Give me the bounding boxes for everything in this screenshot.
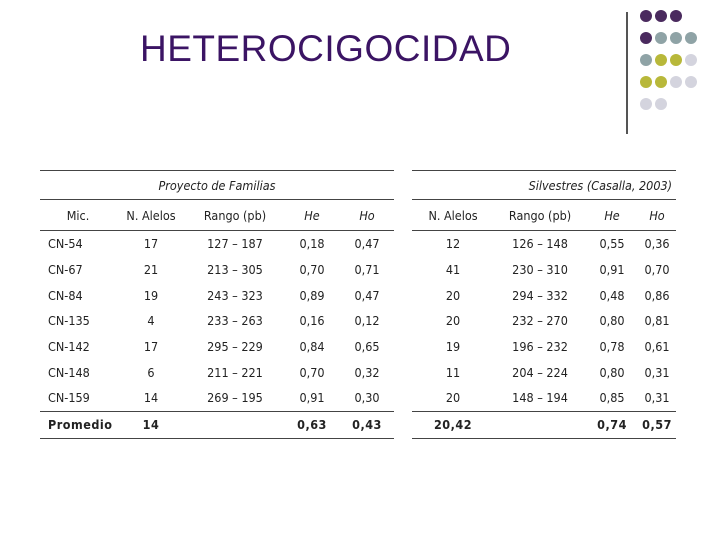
group-label-wild: Silvestres (Casalla, 2003)	[412, 171, 676, 200]
decorative-dot	[640, 98, 652, 110]
cell-range-right: 232 – 270	[512, 313, 568, 329]
average-alleles-left: 14	[116, 411, 186, 438]
cell-he-right: 0,80	[599, 313, 625, 329]
cell-range-left: 243 – 323	[207, 287, 263, 303]
table-row	[40, 231, 676, 257]
average-he-left: 0,63	[284, 411, 340, 438]
cell-range-right: 196 – 232	[512, 339, 568, 355]
cell-range-right: 294 – 332	[512, 287, 568, 303]
average-alleles-right: 20,42	[412, 411, 494, 438]
cell-range-right: 148 – 194	[512, 390, 568, 406]
cell-ho-left: 0,47	[354, 236, 380, 252]
cell-range-left: 127 – 187	[207, 236, 263, 252]
cell-range-right: 230 – 310	[512, 262, 568, 278]
cell-ho-right: 0,86	[644, 287, 670, 303]
table-row	[40, 308, 676, 334]
decorative-dot	[670, 32, 682, 44]
header-alleles-left: N. Alelos	[116, 200, 186, 231]
cell-he-left: 0,70	[299, 364, 325, 380]
table-row	[40, 257, 676, 283]
header-alleles-right: N. Alelos	[412, 200, 494, 231]
cell-ho-left: 0,71	[354, 262, 380, 278]
cell-range-left: 295 – 229	[207, 339, 263, 355]
cell-ho-right: 0,61	[644, 339, 670, 355]
cell-alleles-right: 20	[445, 313, 461, 329]
decorative-dot	[685, 54, 697, 66]
table-row	[40, 359, 676, 385]
cell-he-right: 0,78	[599, 339, 625, 355]
header-range-right: Rango (pb)	[494, 200, 586, 231]
cell-range-left: 211 – 221	[207, 364, 263, 380]
decorative-dot	[655, 10, 667, 22]
decorative-dot	[670, 10, 682, 22]
decorative-dot	[640, 10, 652, 22]
cell-ho-right: 0,31	[644, 390, 670, 406]
slide-title: HETEROCIGOCIDAD	[140, 28, 512, 69]
cell-alleles-left: 21	[143, 262, 159, 278]
cell-ho-left: 0,12	[354, 313, 380, 329]
average-range-left	[186, 411, 284, 438]
cell-alleles-right: 20	[445, 390, 461, 406]
average-ho-left: 0,43	[340, 411, 394, 438]
average-label: Promedio	[40, 411, 116, 438]
cell-he-left: 0,91	[299, 390, 325, 406]
decorative-dot	[670, 54, 682, 66]
cell-range-right: 204 – 224	[512, 364, 568, 380]
cell-he-right: 0,91	[599, 262, 625, 278]
header-ho-left: Ho	[340, 200, 394, 231]
average-he-right: 0,74	[586, 411, 638, 438]
average-row	[40, 411, 676, 438]
cell-marker: CN-54	[48, 236, 83, 252]
decorative-dot	[655, 98, 667, 110]
cell-ho-right: 0,81	[644, 313, 670, 329]
cell-he-right: 0,55	[599, 236, 625, 252]
cell-marker: CN-159	[48, 390, 90, 406]
decorative-divider	[626, 12, 628, 134]
header-he-left: He	[284, 200, 340, 231]
cell-he-left: 0,70	[299, 262, 325, 278]
cell-alleles-left: 14	[143, 390, 159, 406]
cell-alleles-right: 12	[445, 236, 461, 252]
cell-alleles-right: 11	[445, 364, 461, 380]
decorative-dot	[685, 32, 697, 44]
cell-alleles-right: 19	[445, 339, 461, 355]
cell-marker: CN-135	[48, 313, 90, 329]
cell-he-right: 0,80	[599, 364, 625, 380]
cell-alleles-left: 17	[143, 236, 159, 252]
column-header-row	[40, 200, 676, 231]
cell-alleles-right: 20	[445, 287, 461, 303]
table-row	[40, 282, 676, 308]
average-ho-right: 0,57	[638, 411, 676, 438]
cell-alleles-left: 6	[147, 364, 155, 380]
cell-ho-right: 0,36	[644, 236, 670, 252]
decorative-dot-grid	[640, 10, 720, 120]
cell-he-left: 0,84	[299, 339, 325, 355]
cell-range-left: 269 – 195	[207, 390, 263, 406]
cell-range-left: 213 – 305	[207, 262, 263, 278]
cell-alleles-left: 4	[147, 313, 155, 329]
heterozygosity-table	[40, 170, 676, 439]
header-he-right: He	[586, 200, 638, 231]
cell-alleles-left: 19	[143, 287, 159, 303]
average-range-right	[494, 411, 586, 438]
header-mic: Mic.	[40, 200, 116, 231]
decorative-dot	[685, 76, 697, 88]
cell-marker: CN-67	[48, 262, 83, 278]
cell-range-right: 126 – 148	[512, 236, 568, 252]
cell-ho-left: 0,47	[354, 287, 380, 303]
decorative-dot	[655, 54, 667, 66]
cell-marker: CN-84	[48, 287, 83, 303]
decorative-dot	[655, 32, 667, 44]
cell-he-left: 0,89	[299, 287, 325, 303]
decorative-dot	[640, 54, 652, 66]
cell-he-left: 0,18	[299, 236, 325, 252]
cell-ho-right: 0,31	[644, 364, 670, 380]
cell-he-right: 0,85	[599, 390, 625, 406]
cell-ho-right: 0,70	[644, 262, 670, 278]
cell-ho-left: 0,30	[354, 390, 380, 406]
group-label-families: Proyecto de Familias	[40, 171, 394, 200]
decorative-dot	[670, 76, 682, 88]
cell-range-left: 233 – 263	[207, 313, 263, 329]
decorative-dot	[640, 76, 652, 88]
cell-he-left: 0,16	[299, 313, 325, 329]
table-row	[40, 334, 676, 360]
header-ho-right: Ho	[638, 200, 676, 231]
decorative-dot	[640, 32, 652, 44]
cell-ho-left: 0,32	[354, 364, 380, 380]
cell-marker: CN-148	[48, 364, 90, 380]
decorative-dot	[655, 76, 667, 88]
table-row	[40, 385, 676, 411]
cell-alleles-left: 17	[143, 339, 159, 355]
cell-he-right: 0,48	[599, 287, 625, 303]
header-range-left: Rango (pb)	[186, 200, 284, 231]
cell-marker: CN-142	[48, 339, 90, 355]
cell-ho-left: 0,65	[354, 339, 380, 355]
cell-alleles-right: 41	[445, 262, 461, 278]
group-header-row	[40, 171, 676, 200]
